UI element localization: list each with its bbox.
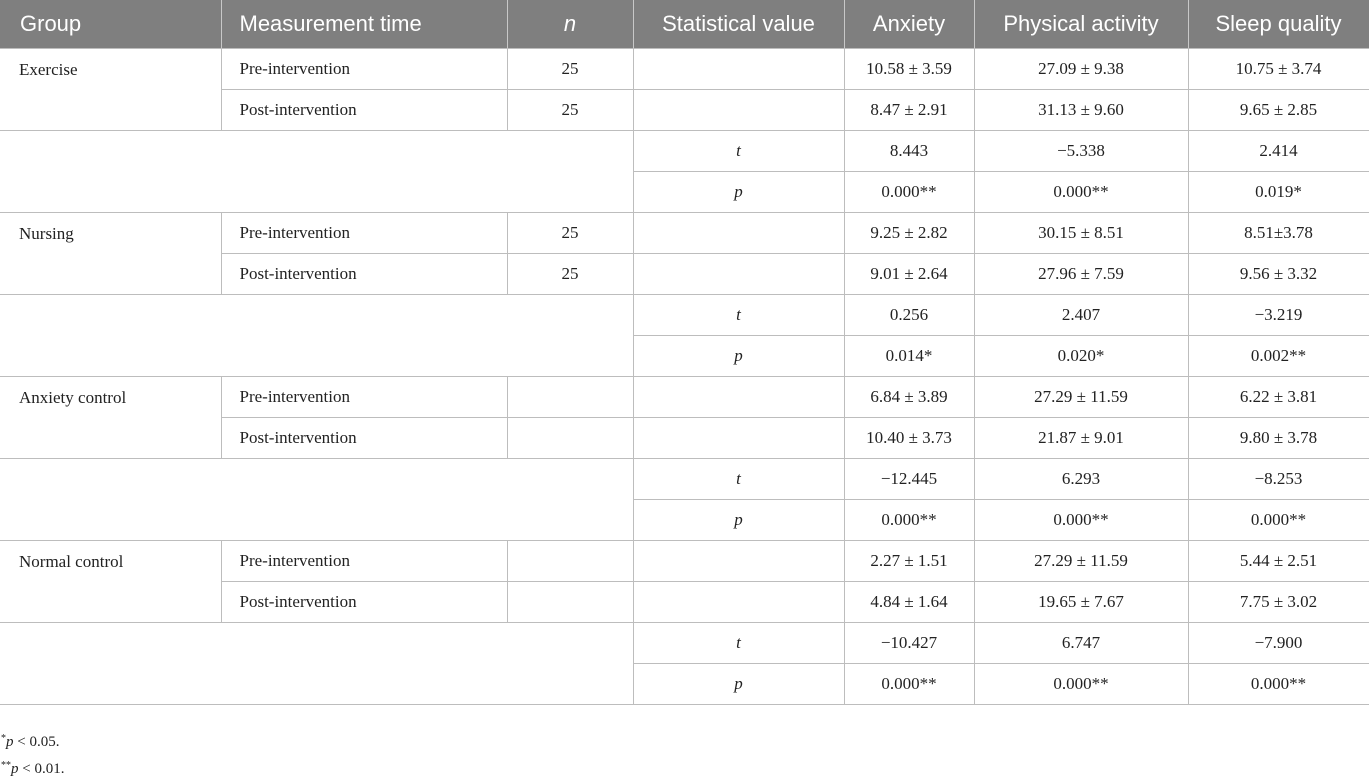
footnote-mark: * [1, 733, 6, 744]
blank-cell [0, 459, 633, 541]
footnote-variable: p [6, 734, 14, 750]
n-cell: 25 [507, 254, 633, 295]
statistical-value-cell [633, 49, 844, 90]
anxiety-cell: −12.445 [844, 459, 974, 500]
n-cell: 25 [507, 49, 633, 90]
physical-activity-cell: 0.020* [974, 336, 1188, 377]
group-name: Exercise [0, 49, 221, 131]
statistical-value-cell [633, 418, 844, 459]
table-body [0, 49, 1369, 705]
physical-activity-cell: 6.293 [974, 459, 1188, 500]
blank-cell [0, 623, 633, 705]
group-name: Normal control [0, 541, 221, 623]
physical-activity-cell: 27.29 ± 11.59 [974, 377, 1188, 418]
sleep-quality-cell: 8.51±3.78 [1188, 213, 1369, 254]
anxiety-cell: 10.40 ± 3.73 [844, 418, 974, 459]
sleep-quality-cell: 0.019* [1188, 172, 1369, 213]
statistical-value-cell: t [633, 623, 844, 664]
measurement-time-cell: Post-intervention [221, 418, 507, 459]
statistical-value-cell [633, 90, 844, 131]
statistical-value-cell: t [633, 295, 844, 336]
sleep-quality-cell: −8.253 [1188, 459, 1369, 500]
header-sleep-quality: Sleep quality [1188, 0, 1369, 49]
n-cell: 25 [507, 90, 633, 131]
header-physical-activity: Physical activity [974, 0, 1188, 49]
physical-activity-cell: 2.407 [974, 295, 1188, 336]
footnote-text: < 0.05. [13, 734, 60, 750]
physical-activity-cell: 0.000** [974, 664, 1188, 705]
footnote-significance-001 [1, 754, 64, 781]
table-row [0, 459, 1369, 500]
sleep-quality-cell: 10.75 ± 3.74 [1188, 49, 1369, 90]
header-statistical-value: Statistical value [633, 0, 844, 49]
measurement-time-cell: Pre-intervention [221, 377, 507, 418]
physical-activity-cell: 21.87 ± 9.01 [974, 418, 1188, 459]
anxiety-cell: 9.01 ± 2.64 [844, 254, 974, 295]
header-measurement-time: Measurement time [221, 0, 507, 49]
group-name: Nursing [0, 213, 221, 295]
physical-activity-cell: 27.96 ± 7.59 [974, 254, 1188, 295]
sleep-quality-cell: 9.56 ± 3.32 [1188, 254, 1369, 295]
anxiety-cell: 0.000** [844, 172, 974, 213]
header-group: Group [0, 0, 221, 49]
anxiety-cell: 4.84 ± 1.64 [844, 582, 974, 623]
table-row [0, 377, 1369, 418]
statistical-value-cell: p [633, 172, 844, 213]
anxiety-cell: 0.256 [844, 295, 974, 336]
anxiety-cell: −10.427 [844, 623, 974, 664]
n-cell [507, 377, 633, 418]
statistical-value-cell [633, 254, 844, 295]
footnote-text: < 0.01. [18, 761, 65, 777]
sleep-quality-cell: 2.414 [1188, 131, 1369, 172]
anxiety-cell: 0.000** [844, 664, 974, 705]
sleep-quality-cell: −7.900 [1188, 623, 1369, 664]
header-n: n [507, 0, 633, 49]
sleep-quality-cell: −3.219 [1188, 295, 1369, 336]
physical-activity-cell: 0.000** [974, 172, 1188, 213]
footnote-mark: ** [1, 760, 11, 771]
anxiety-cell: 6.84 ± 3.89 [844, 377, 974, 418]
table-row [0, 213, 1369, 254]
measurement-time-cell: Pre-intervention [221, 541, 507, 582]
sleep-quality-cell: 6.22 ± 3.81 [1188, 377, 1369, 418]
physical-activity-cell: 6.747 [974, 623, 1188, 664]
table-header [0, 0, 1369, 49]
statistical-value-cell: t [633, 131, 844, 172]
physical-activity-cell: 27.29 ± 11.59 [974, 541, 1188, 582]
measurement-time-cell: Post-intervention [221, 90, 507, 131]
physical-activity-cell: 31.13 ± 9.60 [974, 90, 1188, 131]
sleep-quality-cell: 5.44 ± 2.51 [1188, 541, 1369, 582]
table-row [0, 49, 1369, 90]
header-row [0, 0, 1369, 49]
table-row [0, 131, 1369, 172]
statistical-value-cell [633, 377, 844, 418]
footnote-significance-005 [1, 727, 64, 754]
statistical-value-cell [633, 582, 844, 623]
anxiety-cell: 8.443 [844, 131, 974, 172]
blank-cell [0, 295, 633, 377]
n-cell [507, 582, 633, 623]
anxiety-cell: 10.58 ± 3.59 [844, 49, 974, 90]
n-cell [507, 418, 633, 459]
statistical-value-cell: p [633, 336, 844, 377]
sleep-quality-cell: 9.80 ± 3.78 [1188, 418, 1369, 459]
group-name: Anxiety control [0, 377, 221, 459]
table-footnotes [1, 727, 64, 781]
statistical-value-cell: t [633, 459, 844, 500]
anxiety-cell: 0.014* [844, 336, 974, 377]
anxiety-cell: 0.000** [844, 500, 974, 541]
sleep-quality-cell: 0.000** [1188, 664, 1369, 705]
n-cell: 25 [507, 213, 633, 254]
measurement-time-cell: Post-intervention [221, 582, 507, 623]
physical-activity-cell: −5.338 [974, 131, 1188, 172]
statistical-value-cell: p [633, 500, 844, 541]
statistical-value-cell: p [633, 664, 844, 705]
statistical-value-cell [633, 541, 844, 582]
sleep-quality-cell: 9.65 ± 2.85 [1188, 90, 1369, 131]
physical-activity-cell: 30.15 ± 8.51 [974, 213, 1188, 254]
table-row [0, 623, 1369, 664]
anxiety-cell: 8.47 ± 2.91 [844, 90, 974, 131]
table-row [0, 541, 1369, 582]
physical-activity-cell: 0.000** [974, 500, 1188, 541]
physical-activity-cell: 19.65 ± 7.67 [974, 582, 1188, 623]
measurement-time-cell: Post-intervention [221, 254, 507, 295]
physical-activity-cell: 27.09 ± 9.38 [974, 49, 1188, 90]
measurement-time-cell: Pre-intervention [221, 213, 507, 254]
blank-cell [0, 131, 633, 213]
sleep-quality-cell: 0.002** [1188, 336, 1369, 377]
anxiety-cell: 2.27 ± 1.51 [844, 541, 974, 582]
table-row [0, 295, 1369, 336]
sleep-quality-cell: 0.000** [1188, 500, 1369, 541]
sleep-quality-cell: 7.75 ± 3.02 [1188, 582, 1369, 623]
anxiety-cell: 9.25 ± 2.82 [844, 213, 974, 254]
statistical-value-cell [633, 213, 844, 254]
header-anxiety: Anxiety [844, 0, 974, 49]
measurement-time-cell: Pre-intervention [221, 49, 507, 90]
n-cell [507, 541, 633, 582]
footnote-variable: p [11, 761, 19, 777]
